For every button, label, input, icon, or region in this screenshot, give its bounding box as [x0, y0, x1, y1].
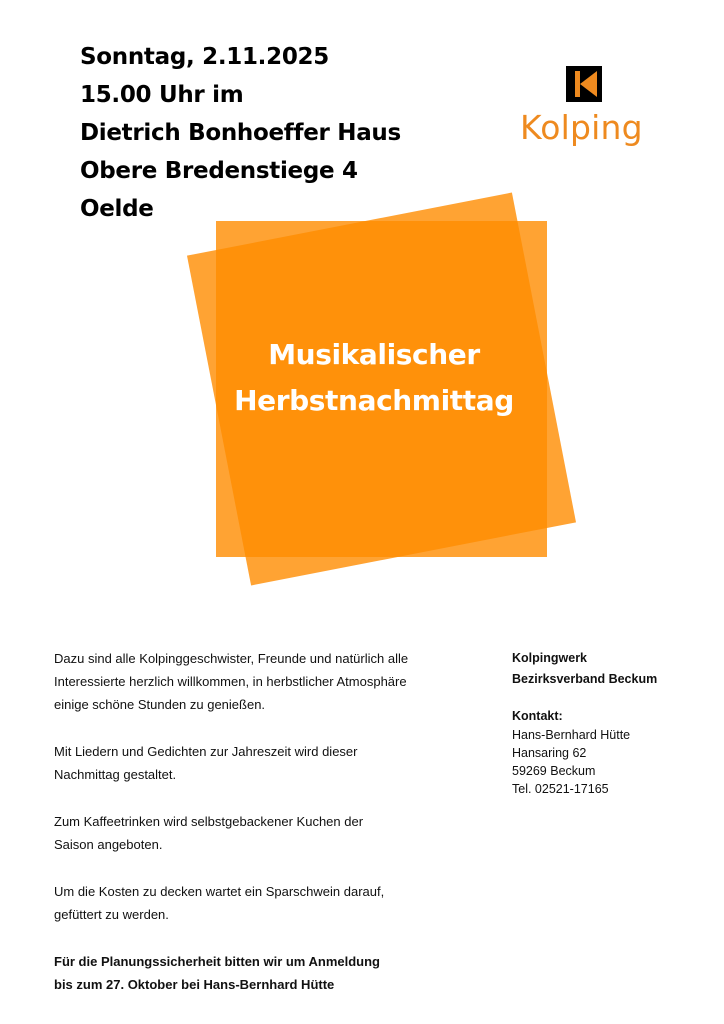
paragraph-line: Mit Liedern und Gedichten zur Jahreszeit wird dieser [54, 744, 358, 759]
registration-line: bis zum 27. Oktober bei Hans-Bernhard Hütte [54, 977, 335, 992]
event-venue: Dietrich Bonhoeffer Haus [80, 120, 401, 146]
contact-name: Hans-Bernhard Hütte [512, 728, 631, 742]
paragraph-line: Dazu sind alle Kolpinggeschwister, Freunde und natürlich alle [54, 651, 409, 666]
event-description [54, 647, 474, 996]
paragraph-line: Um die Kosten zu decken wartet ein Sparschwein darauf, [54, 884, 385, 899]
paragraph-coffee [54, 810, 474, 856]
paragraph-costs [54, 880, 474, 926]
org-line-2: Bezirksverband Beckum [512, 672, 658, 686]
event-time: 15.00 Uhr im [80, 82, 244, 108]
event-street: Obere Bredenstiege 4 [80, 158, 358, 184]
kolping-logo [516, 64, 652, 154]
paragraph-line: gefüttert zu werden. [54, 907, 169, 922]
contact-heading: Kontakt: [512, 709, 563, 723]
paragraph-line: Nachmittag gestaltet. [54, 767, 177, 782]
paragraph-line: Zum Kaffeetrinken wird selbstgebackener Kuchen der [54, 814, 364, 829]
paragraph-welcome [54, 647, 474, 716]
paragraph-program [54, 740, 474, 786]
organizer-name [512, 648, 702, 690]
registration-note [54, 950, 474, 996]
paragraph-line: Saison angeboten. [54, 837, 163, 852]
org-line-1: Kolpingwerk [512, 651, 588, 665]
event-title [182, 332, 566, 424]
kolping-k-icon [566, 66, 602, 102]
event-city: Oelde [80, 196, 154, 222]
title-line-2: Herbstnachmittag [234, 384, 514, 417]
contact-city: 59269 Beckum [512, 764, 596, 778]
logo-text: Kolping [520, 108, 643, 147]
paragraph-line: einige schöne Stunden zu genießen. [54, 697, 266, 712]
contact-phone: Tel. 02521-17165 [512, 782, 609, 796]
title-line-1: Musikalischer [268, 338, 480, 371]
contact-street: Hansaring 62 [512, 746, 587, 760]
registration-line: Für die Planungssicherheit bitten wir um Anmeldung [54, 954, 380, 969]
event-date: Sonntag, 2.11.2025 [80, 44, 329, 70]
event-details [80, 38, 401, 228]
paragraph-line: Interessierte herzlich willkommen, in herbstlicher Atmosphäre [54, 674, 407, 689]
organizer-sidebar [512, 648, 702, 798]
